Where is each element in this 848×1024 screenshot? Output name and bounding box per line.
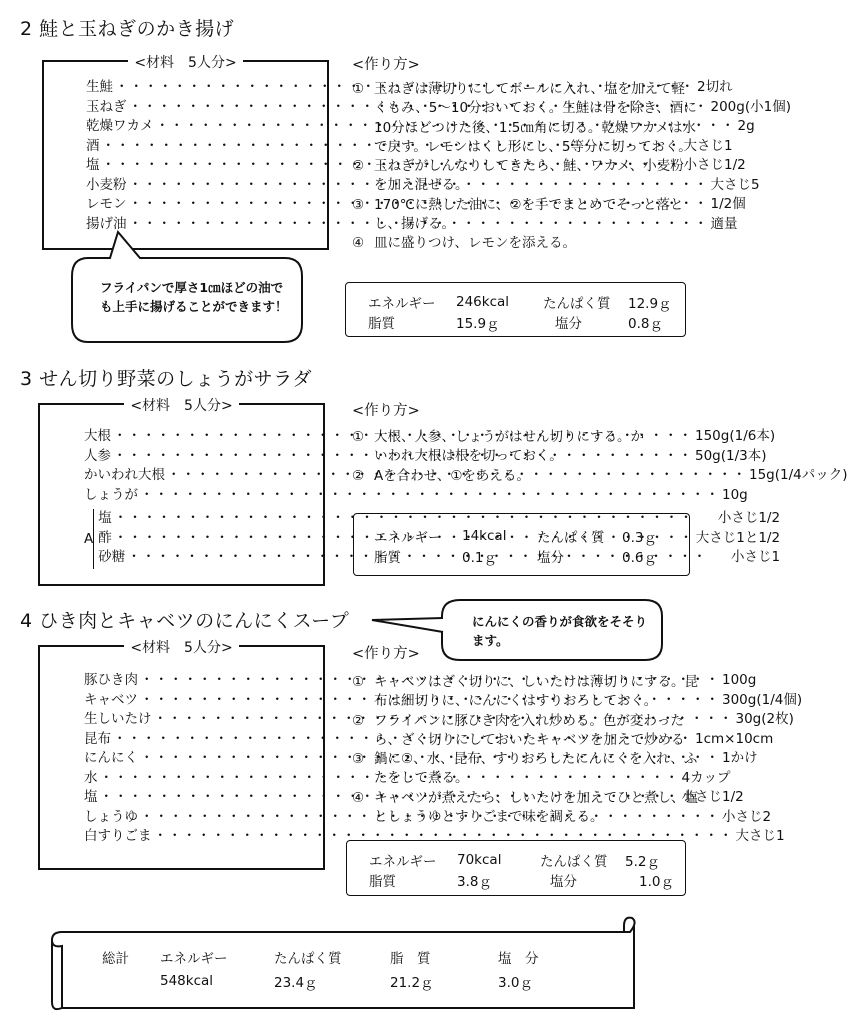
ingredient-name: しょうが xyxy=(84,486,138,503)
ingredient-qty: 1/2個 xyxy=(710,196,746,212)
ingredient-name: 塩 xyxy=(86,157,100,173)
ingredient-qty: 2切れ xyxy=(697,79,733,95)
salt-value: 1.0ｇ xyxy=(639,874,674,890)
step-text: 皿に盛りつけ、レモンを添える。 xyxy=(374,235,576,252)
energy-label: エネルギー xyxy=(374,530,442,546)
protein-value: 5.2ｇ xyxy=(625,854,660,870)
ingredient-row xyxy=(86,117,755,137)
step-text: 鍋に②、水、昆布、すりおろしたにんにくを入れ、ふたをして煮る。 xyxy=(374,751,698,787)
protein-label: たんぱく質 xyxy=(537,530,605,546)
fat-label: 脂質 xyxy=(369,874,396,890)
salt-value: 0.6ｇ xyxy=(622,550,657,566)
step-text: 玉ねぎは薄切りにしてボールに入れ、塩を加えて軽くもみ、5～10分おいておく。生鮭は骨を除き、酒に10分ほどつけた後、1.5㎝角に切る。乾燥ワカメは水で戻す。レモンはくし形にし、5等分に切っておく。 xyxy=(374,81,697,155)
ingredient-row xyxy=(84,486,748,506)
total-protein-value: 23.4ｇ xyxy=(274,975,318,991)
ingredient-qty: 小さじ1/2 xyxy=(717,510,781,526)
recipe-2-method-caption: <作り方> xyxy=(352,57,420,73)
ingredient-name: レモン xyxy=(86,196,127,212)
energy-label: エネルギー xyxy=(368,296,436,312)
ingredient-qty: 大さじ1と1/2 xyxy=(695,529,781,546)
salt-value: 0.8ｇ xyxy=(628,316,663,332)
total-fat-label: 脂 質 xyxy=(390,951,431,967)
ingredient-row xyxy=(86,137,733,157)
total-summary xyxy=(100,944,541,994)
ingredient-qty: 100g xyxy=(722,672,757,688)
step-number: ③ xyxy=(352,751,365,768)
ingredient-name: 酒 xyxy=(86,137,100,154)
recipe-2-materials-caption: <材料 5人分> xyxy=(128,55,242,71)
recipe-3-materials-caption: <材料 5人分> xyxy=(124,398,238,414)
salt-label: 塩分 xyxy=(550,874,577,890)
recipe-4-nutrition-box xyxy=(346,840,686,896)
recipe-4-steps xyxy=(352,673,702,827)
ingredient-qty: 300g(1/4個) xyxy=(722,691,803,708)
ingredient-qty: 小さじ1/2 xyxy=(681,789,744,805)
ingredient-qty: 大さじ1 xyxy=(735,828,785,844)
ingredient-name: 玉ねぎ xyxy=(86,98,127,115)
recipe-2-tip-text: フライパンで厚さ1㎝ほどの油でも上手に揚げることができます！ xyxy=(100,280,288,314)
step-text: 170℃に熱した油に、②を手でまとめてそっと落とし、揚げる。 xyxy=(374,196,684,233)
ingredient-qty: 大さじ5 xyxy=(710,176,760,193)
step-item xyxy=(352,157,697,196)
recipe-3-steps xyxy=(352,428,652,486)
total-energy-value: 548kcal xyxy=(160,973,214,989)
group-a-label: A xyxy=(84,531,94,547)
ingredient-name: 乾燥ワカメ xyxy=(86,118,154,134)
salt-label: 塩分 xyxy=(537,550,564,566)
ingredient-qty: 50g(1/3本) xyxy=(695,447,767,464)
recipe-4-tip-text: にんにくの香りが食欲をそそります。 xyxy=(472,614,648,648)
fat-label: 脂質 xyxy=(374,550,401,566)
fat-label: 脂質 xyxy=(368,316,395,332)
ingredient-name: かいわれ大根 xyxy=(84,467,165,483)
step-text: フライパンに豚ひき肉を入れ炒める。色が変わったら、ざく切りにしておいたキャベツを加えて炒める xyxy=(374,712,685,748)
ingredient-qty: 10g xyxy=(722,486,748,503)
ingredient-row xyxy=(84,827,785,847)
energy-value: 246kcal xyxy=(456,294,510,310)
protein-value: 0.3ｇ xyxy=(622,530,657,546)
ingredient-name: 塩 xyxy=(98,510,112,526)
ingredient-name: 酢 xyxy=(98,529,112,546)
energy-value: 70kcal xyxy=(457,852,502,868)
total-salt-label: 塩 分 xyxy=(498,951,539,967)
recipe-4-materials-caption: <材料 5人分> xyxy=(124,640,238,656)
ingredient-name: キャベツ xyxy=(84,691,138,708)
ingredient-qty: 30g(2枚) xyxy=(735,711,794,727)
protein-value: 12.9ｇ xyxy=(628,296,672,312)
recipe-3-method-caption: <作り方> xyxy=(352,403,420,419)
step-number: ① xyxy=(352,674,365,690)
recipe-2-nutrition-box xyxy=(345,282,686,337)
recipe-2-steps xyxy=(352,80,697,254)
protein-label: たんぱく質 xyxy=(543,296,611,312)
step-text: 大根、人参、しょうがはせん切りにする。かいわれ大根は根を切っておく。 xyxy=(374,429,644,465)
ingredient-qty: 小さじ2 xyxy=(722,808,772,825)
ingredient-row xyxy=(86,78,733,98)
ingredient-name: 小麦粉 xyxy=(86,176,127,193)
ingredient-name: 生しいたけ xyxy=(84,711,152,727)
salt-label: 塩分 xyxy=(555,316,582,332)
ingredient-qty: 適量 xyxy=(710,215,738,232)
fat-value: 15.9ｇ xyxy=(456,316,500,332)
ingredient-qty: 200g(小1個) xyxy=(710,98,791,115)
ingredient-qty: 2g xyxy=(737,118,755,134)
ingredient-name: 大根 xyxy=(84,428,111,444)
step-number: ④ xyxy=(352,789,365,806)
step-text: キャベツが煮えたら、しいたけを加えてひと煮し、塩としょうゆとすりごまで味を調える。 xyxy=(374,789,698,826)
ingredient-name: 水 xyxy=(84,769,98,786)
ingredient-row xyxy=(84,808,772,828)
group-bracket xyxy=(93,509,94,569)
ingredient-name: 豚ひき肉 xyxy=(84,672,138,688)
protein-label: たんぱく質 xyxy=(540,854,608,870)
step-number: ① xyxy=(352,81,365,97)
step-item xyxy=(352,467,652,486)
ingredient-name: 白すりごま xyxy=(84,828,152,844)
step-text: 玉ねぎがしんなりしてきたら、鮭、ワカメ、小麦粉を加え混ぜる。 xyxy=(374,158,684,194)
ingredient-qty: 1cm×10cm xyxy=(695,730,774,747)
ingredient-qty: 大さじ1 xyxy=(683,137,733,154)
total-protein-label: たんぱく質 xyxy=(274,951,342,967)
step-text: Aを合わせ、①をあえる。 xyxy=(374,467,530,484)
energy-value: 14kcal xyxy=(462,528,507,544)
ingredient-name: 砂糖 xyxy=(98,549,126,565)
ingredient-qty: 小さじ1 xyxy=(730,549,781,565)
ingredient-qty: 150g(1/6本) xyxy=(695,428,776,444)
ingredient-qty: 15g(1/4パック) xyxy=(749,467,848,483)
recipe-2-title: 2 鮭と玉ねぎのかき揚げ xyxy=(20,18,235,40)
step-item xyxy=(352,196,697,235)
total-fat-value: 21.2ｇ xyxy=(390,975,434,991)
recipe-3-nutrition-box xyxy=(353,513,690,576)
step-number: ③ xyxy=(352,196,365,213)
ingredient-name: 塩 xyxy=(84,789,98,805)
ingredient-qty: 4カップ xyxy=(681,769,731,786)
recipe-4-title: 4 ひき肉とキャベツのにんにくスープ xyxy=(20,610,350,632)
total-energy-label: エネルギー xyxy=(160,951,228,967)
step-item xyxy=(352,789,702,828)
ingredient-name: 昆布 xyxy=(84,730,111,747)
ingredient-name: 生鮭 xyxy=(86,79,113,95)
energy-label: エネルギー xyxy=(369,854,437,870)
ingredient-qty: 1かけ xyxy=(722,750,758,766)
ingredient-name: しょうゆ xyxy=(84,808,138,825)
total-label: 総計 xyxy=(102,951,129,967)
ingredient-name: 人参 xyxy=(84,447,111,464)
step-item xyxy=(352,712,702,751)
step-number: ④ xyxy=(352,235,365,252)
step-item xyxy=(352,750,702,789)
step-text: キャベツはざく切りに、しいたけは薄切りにする。昆布は細切りに、にんにくはすりおろしておく。 xyxy=(374,674,698,710)
step-number: ② xyxy=(352,712,365,729)
recipe-4-method-caption: <作り方> xyxy=(352,646,420,662)
step-item xyxy=(352,428,652,467)
ingredient-name: にんにく xyxy=(84,750,138,766)
recipe-3-title: 3 せん切り野菜のしょうがサラダ xyxy=(20,368,312,390)
step-item xyxy=(352,673,702,712)
total-salt-value: 3.0ｇ xyxy=(498,975,533,991)
ingredient-qty: 小さじ1/2 xyxy=(683,157,746,173)
step-item xyxy=(352,234,697,253)
step-number: ② xyxy=(352,158,365,175)
ingredient-name: 揚げ油 xyxy=(86,215,127,232)
fat-value: 3.8ｇ xyxy=(457,874,492,890)
ingredient-row xyxy=(86,98,791,118)
step-number: ① xyxy=(352,429,365,445)
step-item xyxy=(352,80,697,157)
step-number: ② xyxy=(352,467,365,484)
ingredient-row xyxy=(84,671,757,691)
fat-value: 0.1ｇ xyxy=(462,550,497,566)
